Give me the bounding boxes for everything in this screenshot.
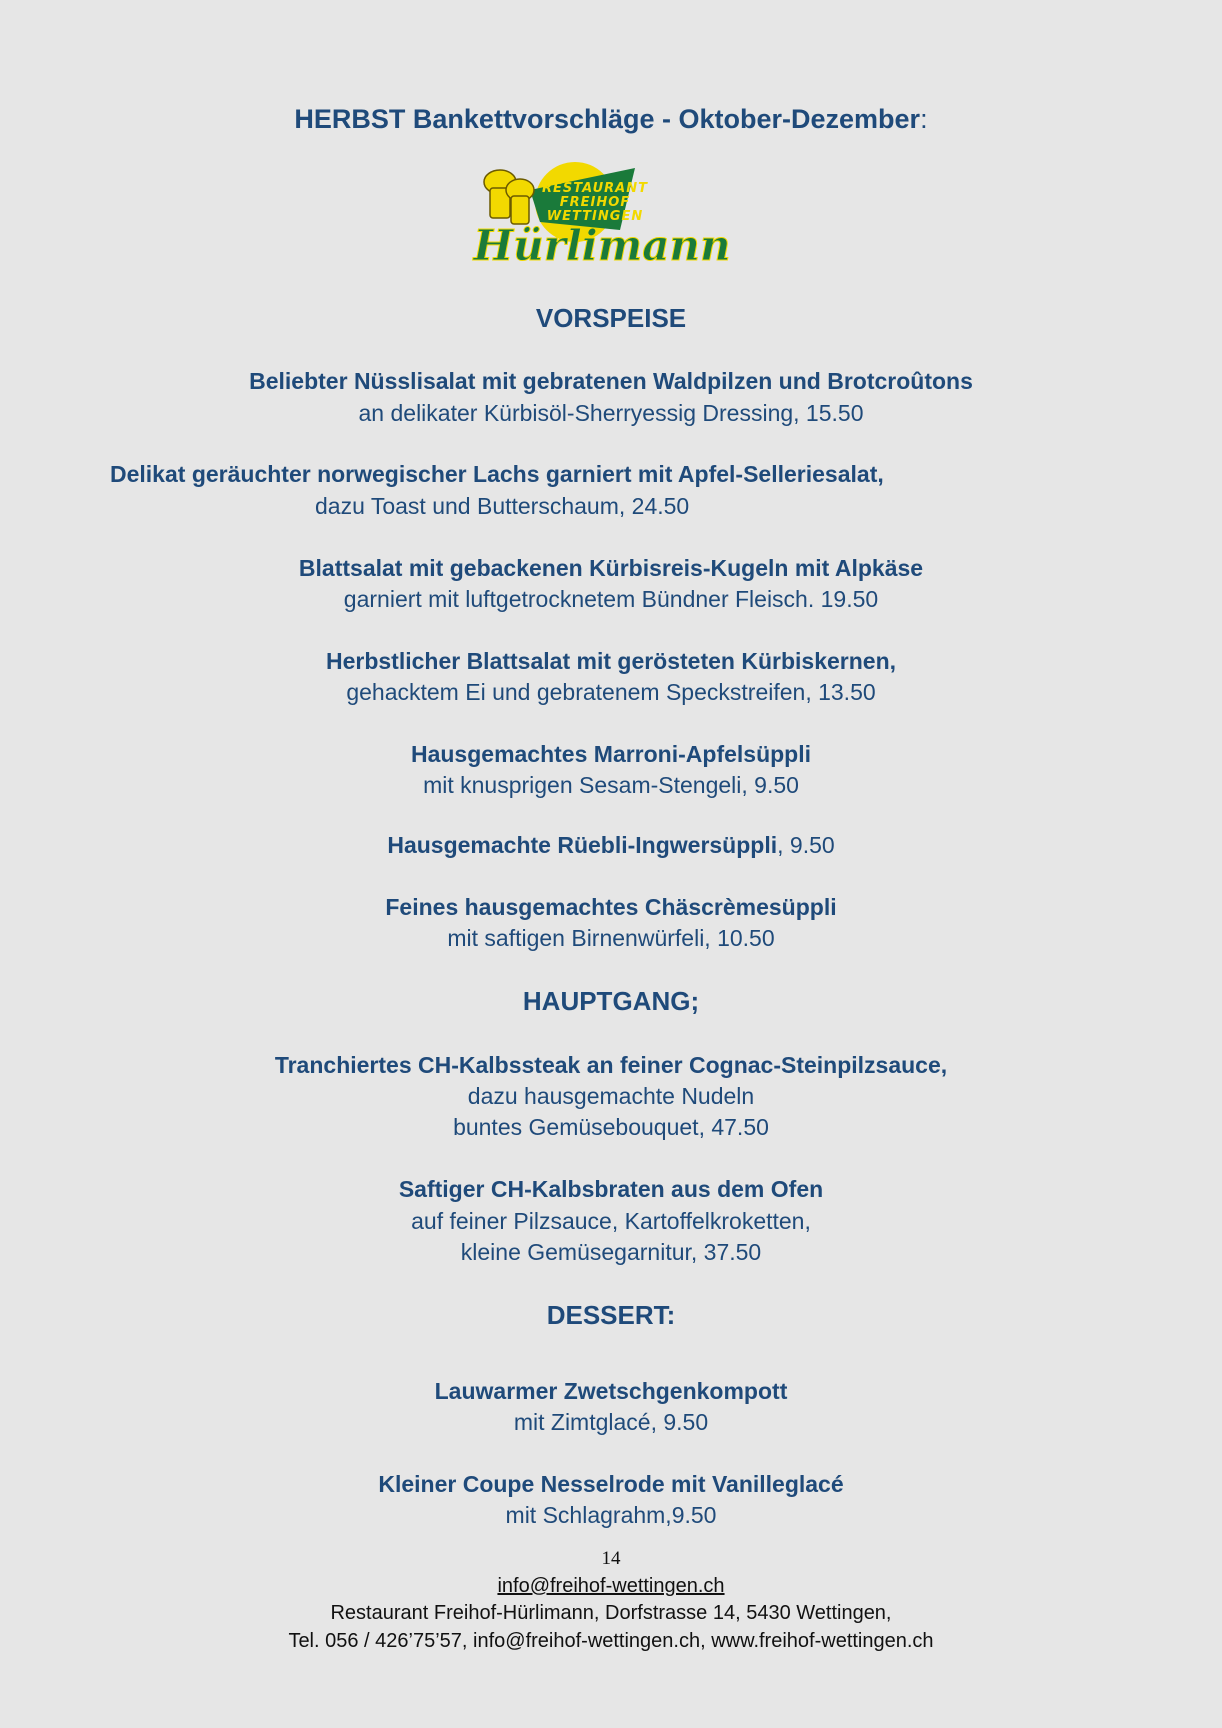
- dish-name: Delikat geräuchter norwegischer Lachs garniert mit Apfel-Selleriesalat,: [110, 461, 884, 487]
- dish-description: auf feiner Pilzsauce, Kartoffelkroketten,: [411, 1208, 811, 1234]
- dish-name: Kleiner Coupe Nesselrode mit Vanilleglacé: [378, 1471, 844, 1497]
- footer-address: Restaurant Freihof-Hürlimann, Dorfstrasse 14, 5430 Wettingen,: [330, 1602, 892, 1624]
- page-title-text: HERBST Bankettvorschläge - Oktober-Dezember: [294, 104, 921, 134]
- section-heading-dessert: DESSERT:: [546, 1300, 676, 1330]
- dish-description: gehacktem Ei und gebratenem Speckstreifen, 13.50: [346, 679, 876, 705]
- logo-line3: WETTINGEN: [546, 209, 644, 224]
- dish-name: Saftiger CH-Kalbsbraten aus dem Ofen: [398, 1176, 824, 1202]
- page-title-colon: :: [920, 104, 928, 134]
- logo-line2: FREIHOF: [559, 195, 631, 210]
- dish-description: mit knusprigen Sesam-Stengeli, 9.50: [423, 772, 799, 798]
- dish-line: [0, 832, 1222, 859]
- dish-description: dazu Toast und Butterschaum, 24.50: [315, 493, 690, 519]
- dish-description: mit saftigen Birnenwürfeli, 10.50: [447, 925, 775, 951]
- dish-name: Lauwarmer Zwetschgenkompott: [434, 1378, 788, 1404]
- chef-hats-icon: [484, 170, 534, 224]
- logo-script: Hürlimann: [473, 221, 731, 270]
- dish-description: mit Zimtglacé, 9.50: [513, 1409, 709, 1435]
- dish-price: , 9.50: [777, 832, 835, 858]
- dish-name: Beliebter Nüsslisalat mit gebratenen Waldpilzen und Brotcroûtons: [249, 368, 973, 394]
- footer-email-link[interactable]: info@freihof-wettingen.ch: [497, 1575, 725, 1597]
- dish-description: garniert mit luftgetrocknetem Bündner Fleisch. 19.50: [343, 586, 879, 612]
- dish-name: Hausgemachte Rüebli-Ingwersüppli: [387, 832, 778, 858]
- dish-name: Herbstlicher Blattsalat mit gerösteten Kürbiskernen,: [325, 648, 897, 674]
- dish-name: Hausgemachtes Marroni-Apfelsüppli: [410, 741, 812, 767]
- logo-line1: RESTAURANT: [542, 181, 648, 196]
- page-number: 14: [601, 1548, 621, 1569]
- dish-description: mit Schlagrahm,9.50: [505, 1502, 717, 1528]
- section-heading-vorspeise: VORSPEISE: [535, 303, 687, 333]
- footer-email-line: [0, 1575, 1222, 1598]
- dish-description: kleine Gemüsegarnitur, 37.50: [460, 1239, 762, 1265]
- dish-name: Blattsalat mit gebackenen Kürbisreis-Kugeln mit Alpkäse: [298, 555, 924, 581]
- dish-name: Tranchiertes CH-Kalbssteak an feiner Cognac-Steinpilzsauce,: [274, 1052, 948, 1078]
- dish-description: buntes Gemüsebouquet, 47.50: [453, 1114, 769, 1140]
- dish-description: dazu hausgemachte Nudeln: [467, 1083, 755, 1109]
- restaurant-logo: [470, 160, 750, 275]
- section-heading-hauptgang: HAUPTGANG;: [522, 986, 700, 1016]
- dish-description: an delikater Kürbisöl-Sherryessig Dressing, 15.50: [358, 400, 864, 426]
- dish-name: Feines hausgemachtes Chäscrèmesüppli: [385, 894, 837, 920]
- footer-contact: Tel. 056 / 426’75’57, info@freihof-wettingen.ch, www.freihof-wettingen.ch: [288, 1630, 934, 1652]
- page-title: [0, 104, 1222, 135]
